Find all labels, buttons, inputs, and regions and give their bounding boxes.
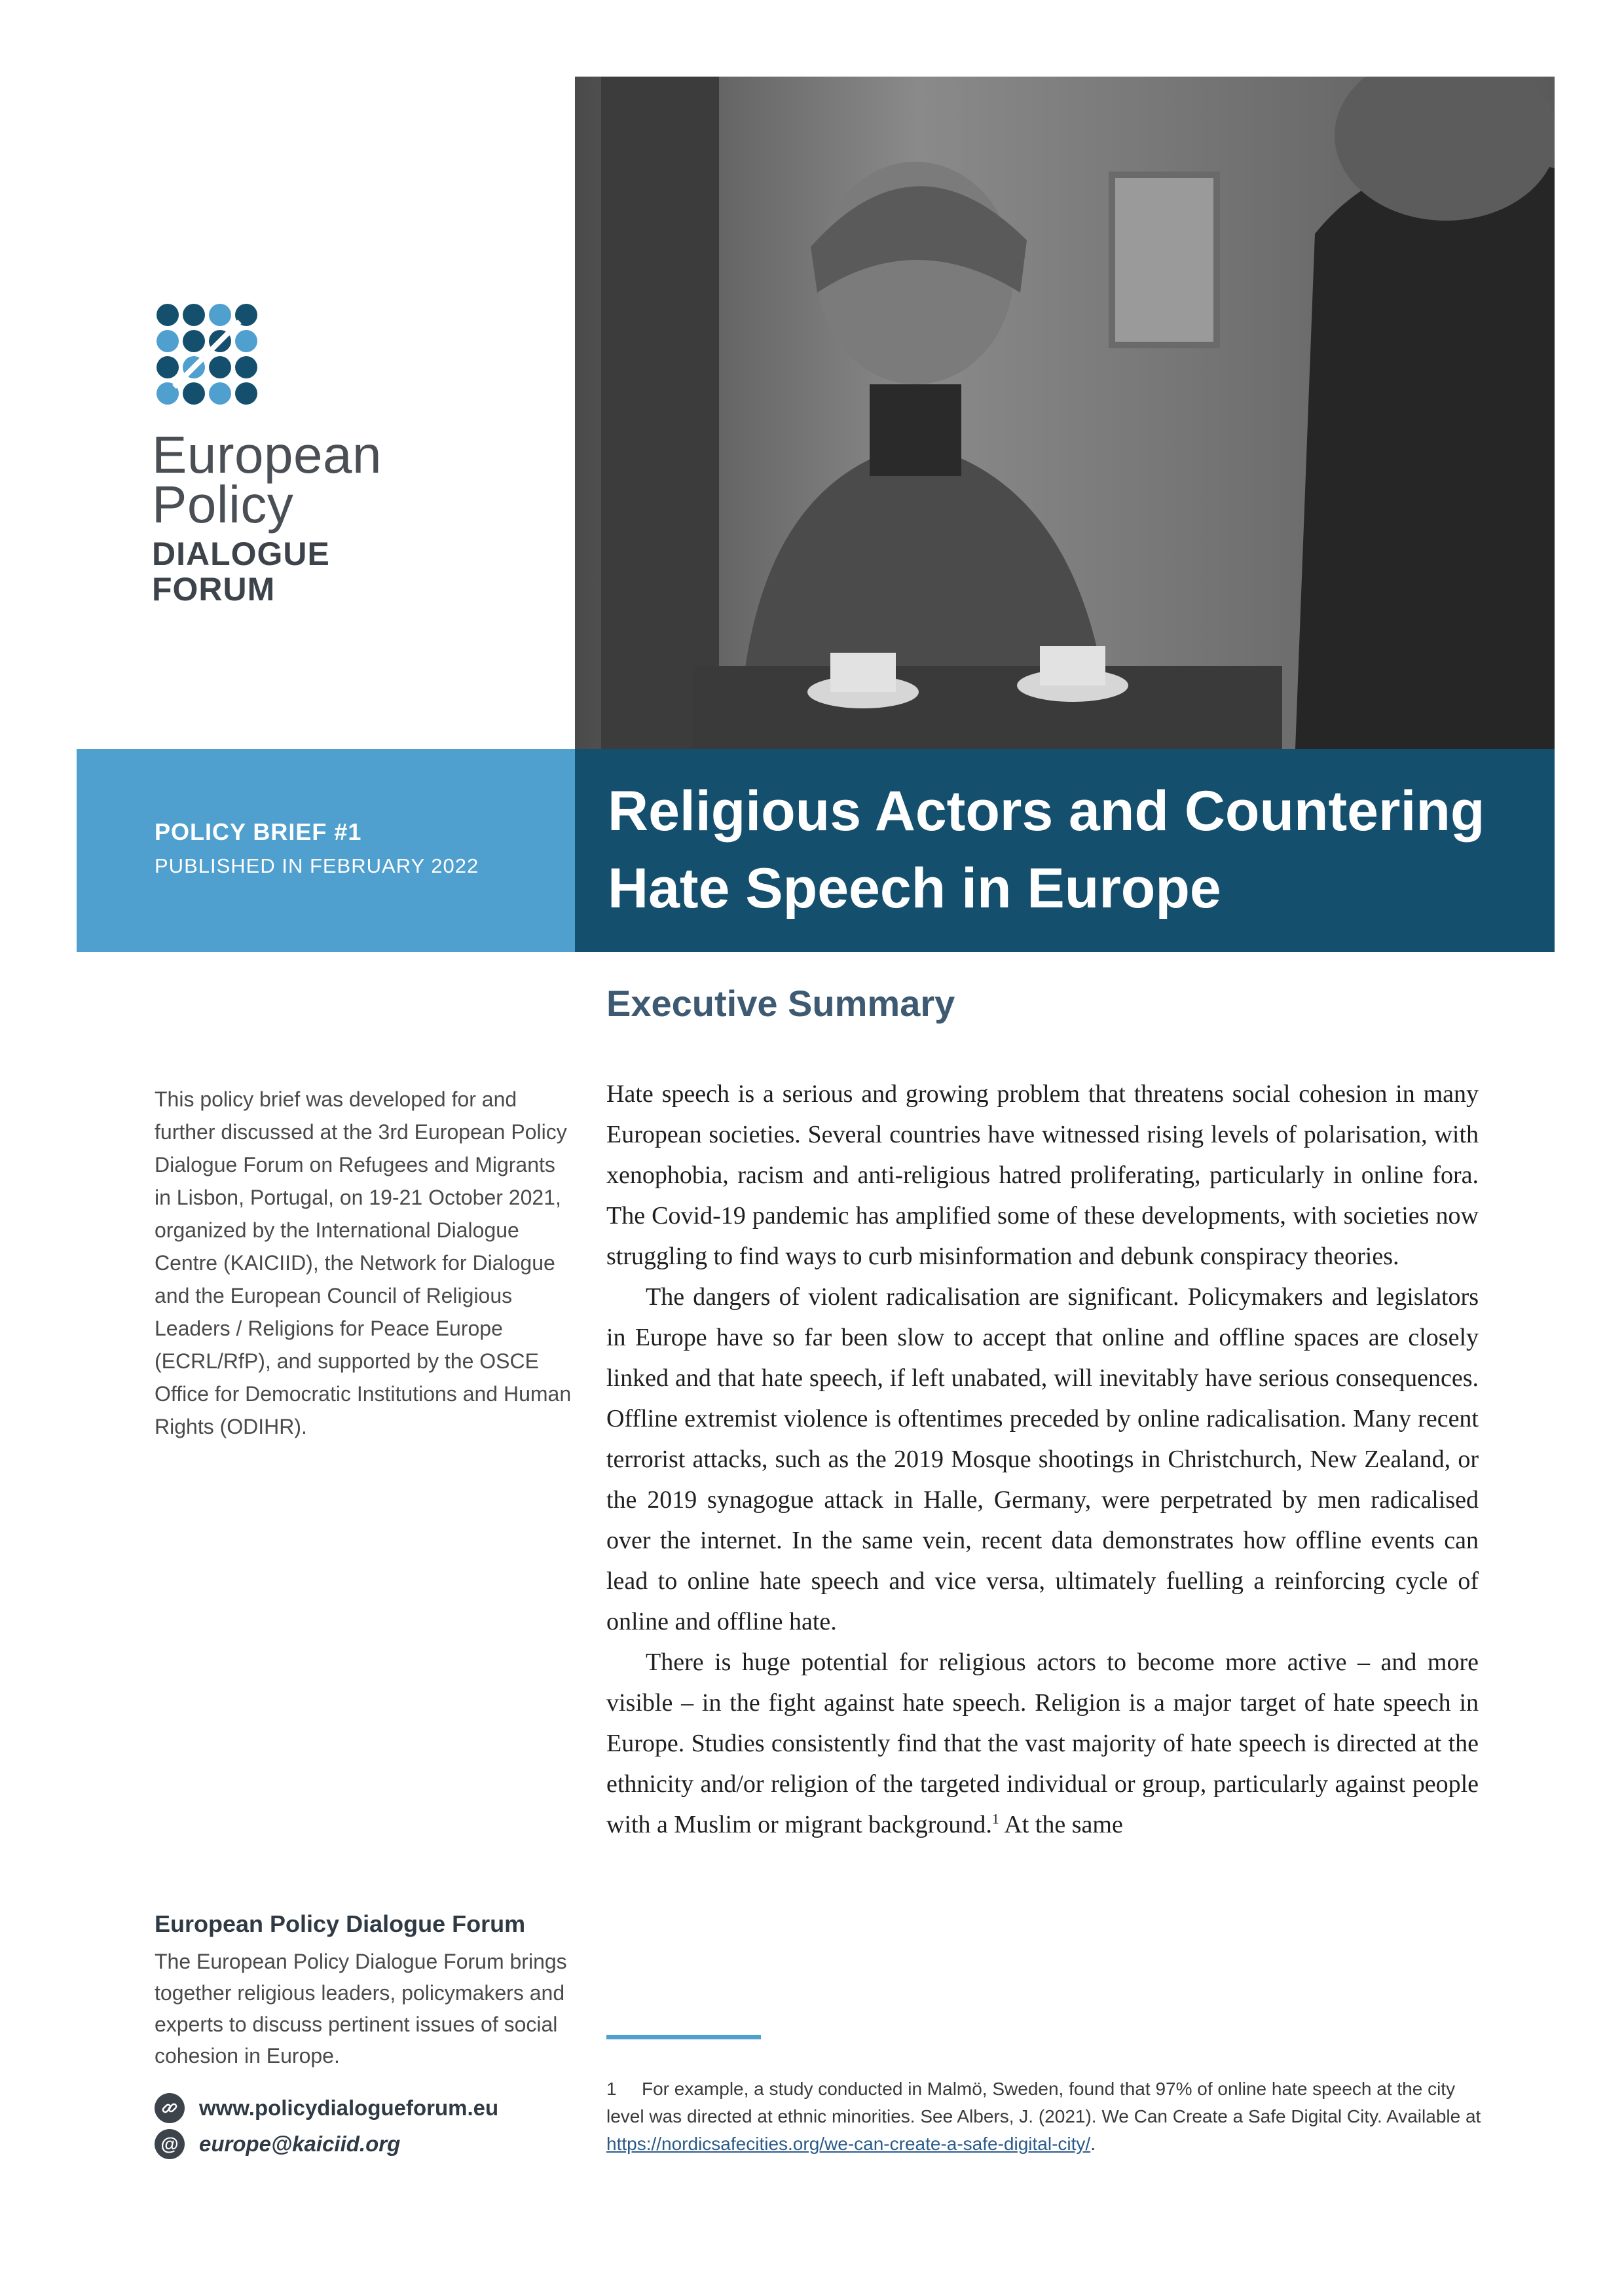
- paragraph-3-tail: At the same: [999, 1811, 1123, 1838]
- footnote-text: For example, a study conducted in Malmö, Sweden, found that 97% of online hate speech at the city level was directed at ethnic minorities. See Albers, J. (2021). We Can Create a Safe Digital City. Available at: [606, 2079, 1481, 2126]
- header-photo: [575, 77, 1555, 749]
- forum-description: The European Policy Dialogue Forum brings together religious leaders, policymakers and experts to discuss pertinent issues of social cohesion in Europe.: [155, 1950, 567, 2068]
- email-contact[interactable]: [155, 2129, 400, 2159]
- section-heading: Executive Summary: [606, 983, 955, 1024]
- paragraph-2: The dangers of violent radicalisation are significant. Policymakers and legislators in Europe have so far been slow to accept that online and offline spaces are closely linked and that hate speech, if left unabated, will inevitably have serious consequences. Offline extremist violence is oftentimes preceded by online radicalisation. Many recent terrorist attacks, such as the 2019 Mosque shootings in Christchurch, New Zealand, or the 2019 synagogue attack in Halle, Germany, were perpetrated by men radicalised over the internet. In the same vein, recent data demonstrates how offline events can lead to online hate speech and vice versa, ultimately fuelling a reinforcing cycle of online and offline hate.: [606, 1283, 1479, 1635]
- paragraph-3: [606, 1642, 1479, 1845]
- body-text: [606, 1074, 1479, 1845]
- wordmark-line-4: FORUM: [152, 571, 276, 608]
- banner-left-panel: [77, 749, 575, 952]
- document-title: Religious Actors and Countering Hate Speech in Europe: [608, 780, 1485, 920]
- paragraph-3-text: There is huge potential for religious actors to become more active – and more visible – in the fight against hate speech. Religion is a major target of hate speech in Europe. Studies consistently find that the vast majority of hate speech is directed at the ethnicity and/or religion of the targeted individual or group, particularly against people with a Muslim or migrant background.: [606, 1649, 1479, 1838]
- intro-text: This policy brief was developed for and further discussed at the 3rd European Policy Dialogue Forum on Refugees and Migrants in Lisbon, Portugal, on 19-21 October 2021, organized by the International Dialogue Centre (KAICIID), the Network for Dialogue and the European Council of Religious Leaders / Religions for Peace Europe (ECRL/RfP), and supported by the OSCE Office for Democratic Institutions and Human Rights (ODIHR).: [155, 1087, 572, 1438]
- forum-title: European Policy Dialogue Forum: [155, 1910, 526, 1937]
- paragraph-1: Hate speech is a serious and growing problem that threatens social cohesion in many European societies. Several countries have witnessed rising levels of polarisation, with xenophobia, racism and anti-religious hatred proliferating, particularly in online fora. The Covid-19 pandemic has amplified some of these developments, with societies now struggling to find ways to curb misinformation and debunk conspiracy theories.: [606, 1080, 1479, 1270]
- forum-wordmark: [152, 426, 382, 608]
- publication-date: PUBLISHED IN FEBRUARY 2022: [155, 854, 479, 877]
- forum-logo-icon: [155, 302, 259, 407]
- email-link[interactable]: europe@kaiciid.org: [199, 2132, 401, 2156]
- footnote-link[interactable]: https://nordicsafecities.org/we-can-create-a-safe-digital-city/: [606, 2134, 1091, 2154]
- footnote-rule: [606, 2035, 761, 2039]
- footnote-end: .: [1090, 2134, 1096, 2154]
- email-icon: @: [155, 2129, 185, 2159]
- website-link[interactable]: www.policydialogueforum.eu: [199, 2096, 499, 2120]
- website-contact[interactable]: [155, 2093, 498, 2123]
- policy-brief-label: POLICY BRIEF #1: [155, 818, 362, 845]
- wordmark-line-2: Policy: [152, 475, 294, 534]
- footnote-ref[interactable]: 1: [991, 1810, 999, 1827]
- wordmark-line-1: European: [152, 426, 382, 484]
- footnote-number: 1: [606, 2079, 617, 2099]
- footnote: [606, 2075, 1484, 2158]
- link-icon: [155, 2093, 185, 2123]
- wordmark-line-3: DIALOGUE: [152, 536, 330, 572]
